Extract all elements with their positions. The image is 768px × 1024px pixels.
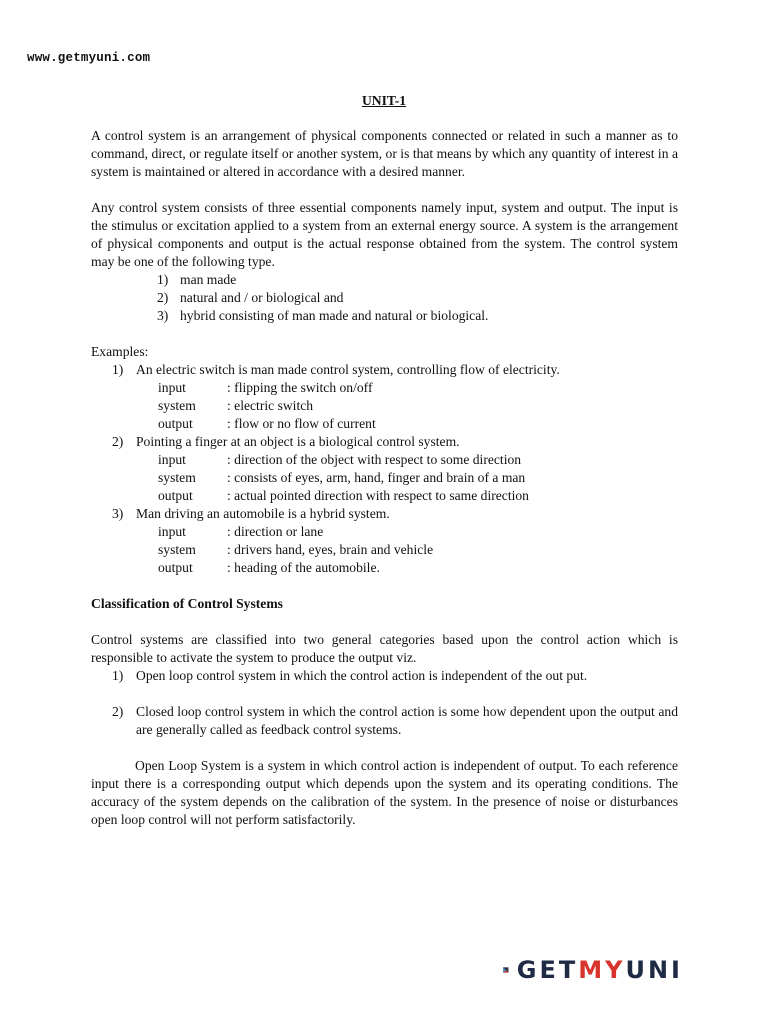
- output-value: : flow or no flow of current: [227, 416, 376, 431]
- list-number: 2): [157, 290, 169, 305]
- example-item: [91, 361, 678, 379]
- list-number: 1): [112, 668, 124, 683]
- list-item: [91, 703, 678, 739]
- example-system-row: [91, 541, 678, 559]
- list-number: 3): [112, 506, 124, 521]
- example-system-row: [91, 469, 678, 487]
- example-input-row: [91, 523, 678, 541]
- input-label: input: [158, 452, 186, 467]
- list-item: [91, 667, 678, 685]
- list-number: 2): [112, 434, 124, 449]
- document-body: [91, 127, 678, 829]
- list-number: 1): [157, 272, 169, 287]
- example-text: Man driving an automobile is a hybrid system.: [136, 506, 390, 521]
- list-item: [91, 271, 678, 289]
- list-text: Closed loop control system in which the control action is some how dependent upon the output and are generally called as feedback control systems.: [136, 704, 678, 737]
- examples-label: Examples:: [91, 344, 149, 359]
- input-value: : flipping the switch on/off: [227, 380, 373, 395]
- output-value: : heading of the automobile.: [227, 560, 380, 575]
- output-label: output: [158, 416, 193, 431]
- page-title: UNIT-1: [361, 93, 407, 108]
- system-label: system: [158, 398, 196, 413]
- system-value: : electric switch: [227, 398, 314, 413]
- output-label: output: [158, 560, 193, 575]
- example-input-row: [91, 451, 678, 469]
- list-item: [91, 289, 678, 307]
- output-value: : actual pointed direction with respect to same direction: [227, 488, 529, 503]
- example-output-row: [91, 487, 678, 505]
- components-paragraph: Any control system consists of three essential components namely input, system and output. The input is the stimulus or excitation applied to a system from an external energy source. A system is the arrangement of physical components and output is the actual response obtained from the system. The control system may be one of the following type.: [91, 200, 678, 269]
- example-text: An electric switch is man made control system, controlling flow of electricity.: [136, 362, 560, 377]
- intro-paragraph: A control system is an arrangement of physical components connected or related in such a manner as to command, direct, or regulate itself or another system, or is that means by which any quantity of interest in a system is maintained or altered in accordance with a desired manner.: [91, 128, 678, 179]
- system-label: system: [158, 470, 196, 485]
- list-text: Open loop control system in which the control action is independent of the out put.: [136, 668, 588, 683]
- list-text: natural and / or biological and: [180, 290, 344, 305]
- example-block: [91, 433, 678, 505]
- open-loop-paragraph: Open Loop System is a system in which control action is independent of output. To each reference input there is a corresponding output which depends upon the system and its operating conditions. The accuracy of the system depends on the calibration of the system. In the presence of noise or disturbances open loop control will not perform satisfactorily.: [91, 758, 678, 827]
- logo-wordmark: GETMYUNI: [516, 956, 683, 984]
- getmyuni-logo: [503, 948, 683, 992]
- example-block: [91, 361, 678, 433]
- input-value: : direction of the object with respect to some direction: [227, 452, 522, 467]
- example-output-row: [91, 415, 678, 433]
- list-number: 1): [112, 362, 124, 377]
- system-types-list: [91, 271, 678, 325]
- example-system-row: [91, 397, 678, 415]
- getmyuni-logo-icon: [503, 948, 509, 992]
- output-label: output: [158, 488, 193, 503]
- list-text: man made: [180, 272, 237, 287]
- example-text: Pointing a finger at an object is a biological control system.: [136, 434, 460, 449]
- list-text: hybrid consisting of man made and natural or biological.: [180, 308, 489, 323]
- input-label: input: [158, 380, 186, 395]
- example-block: [91, 505, 678, 577]
- website-header[interactable]: www.getmyuni.com: [27, 51, 151, 65]
- list-number: 3): [157, 308, 169, 323]
- classification-paragraph: Control systems are classified into two general categories based upon the control action which is responsible to activate the system to produce the output viz.: [91, 632, 678, 665]
- system-label: system: [158, 542, 196, 557]
- example-input-row: [91, 379, 678, 397]
- example-output-row: [91, 559, 678, 577]
- system-value: : consists of eyes, arm, hand, finger and brain of a man: [227, 470, 526, 485]
- input-value: : direction or lane: [227, 524, 324, 539]
- section-heading: Classification of Control Systems: [91, 596, 283, 611]
- input-label: input: [158, 524, 186, 539]
- example-item: [91, 433, 678, 451]
- list-item: [91, 307, 678, 325]
- system-value: : drivers hand, eyes, brain and vehicle: [227, 542, 434, 557]
- example-item: [91, 505, 678, 523]
- list-number: 2): [112, 704, 124, 719]
